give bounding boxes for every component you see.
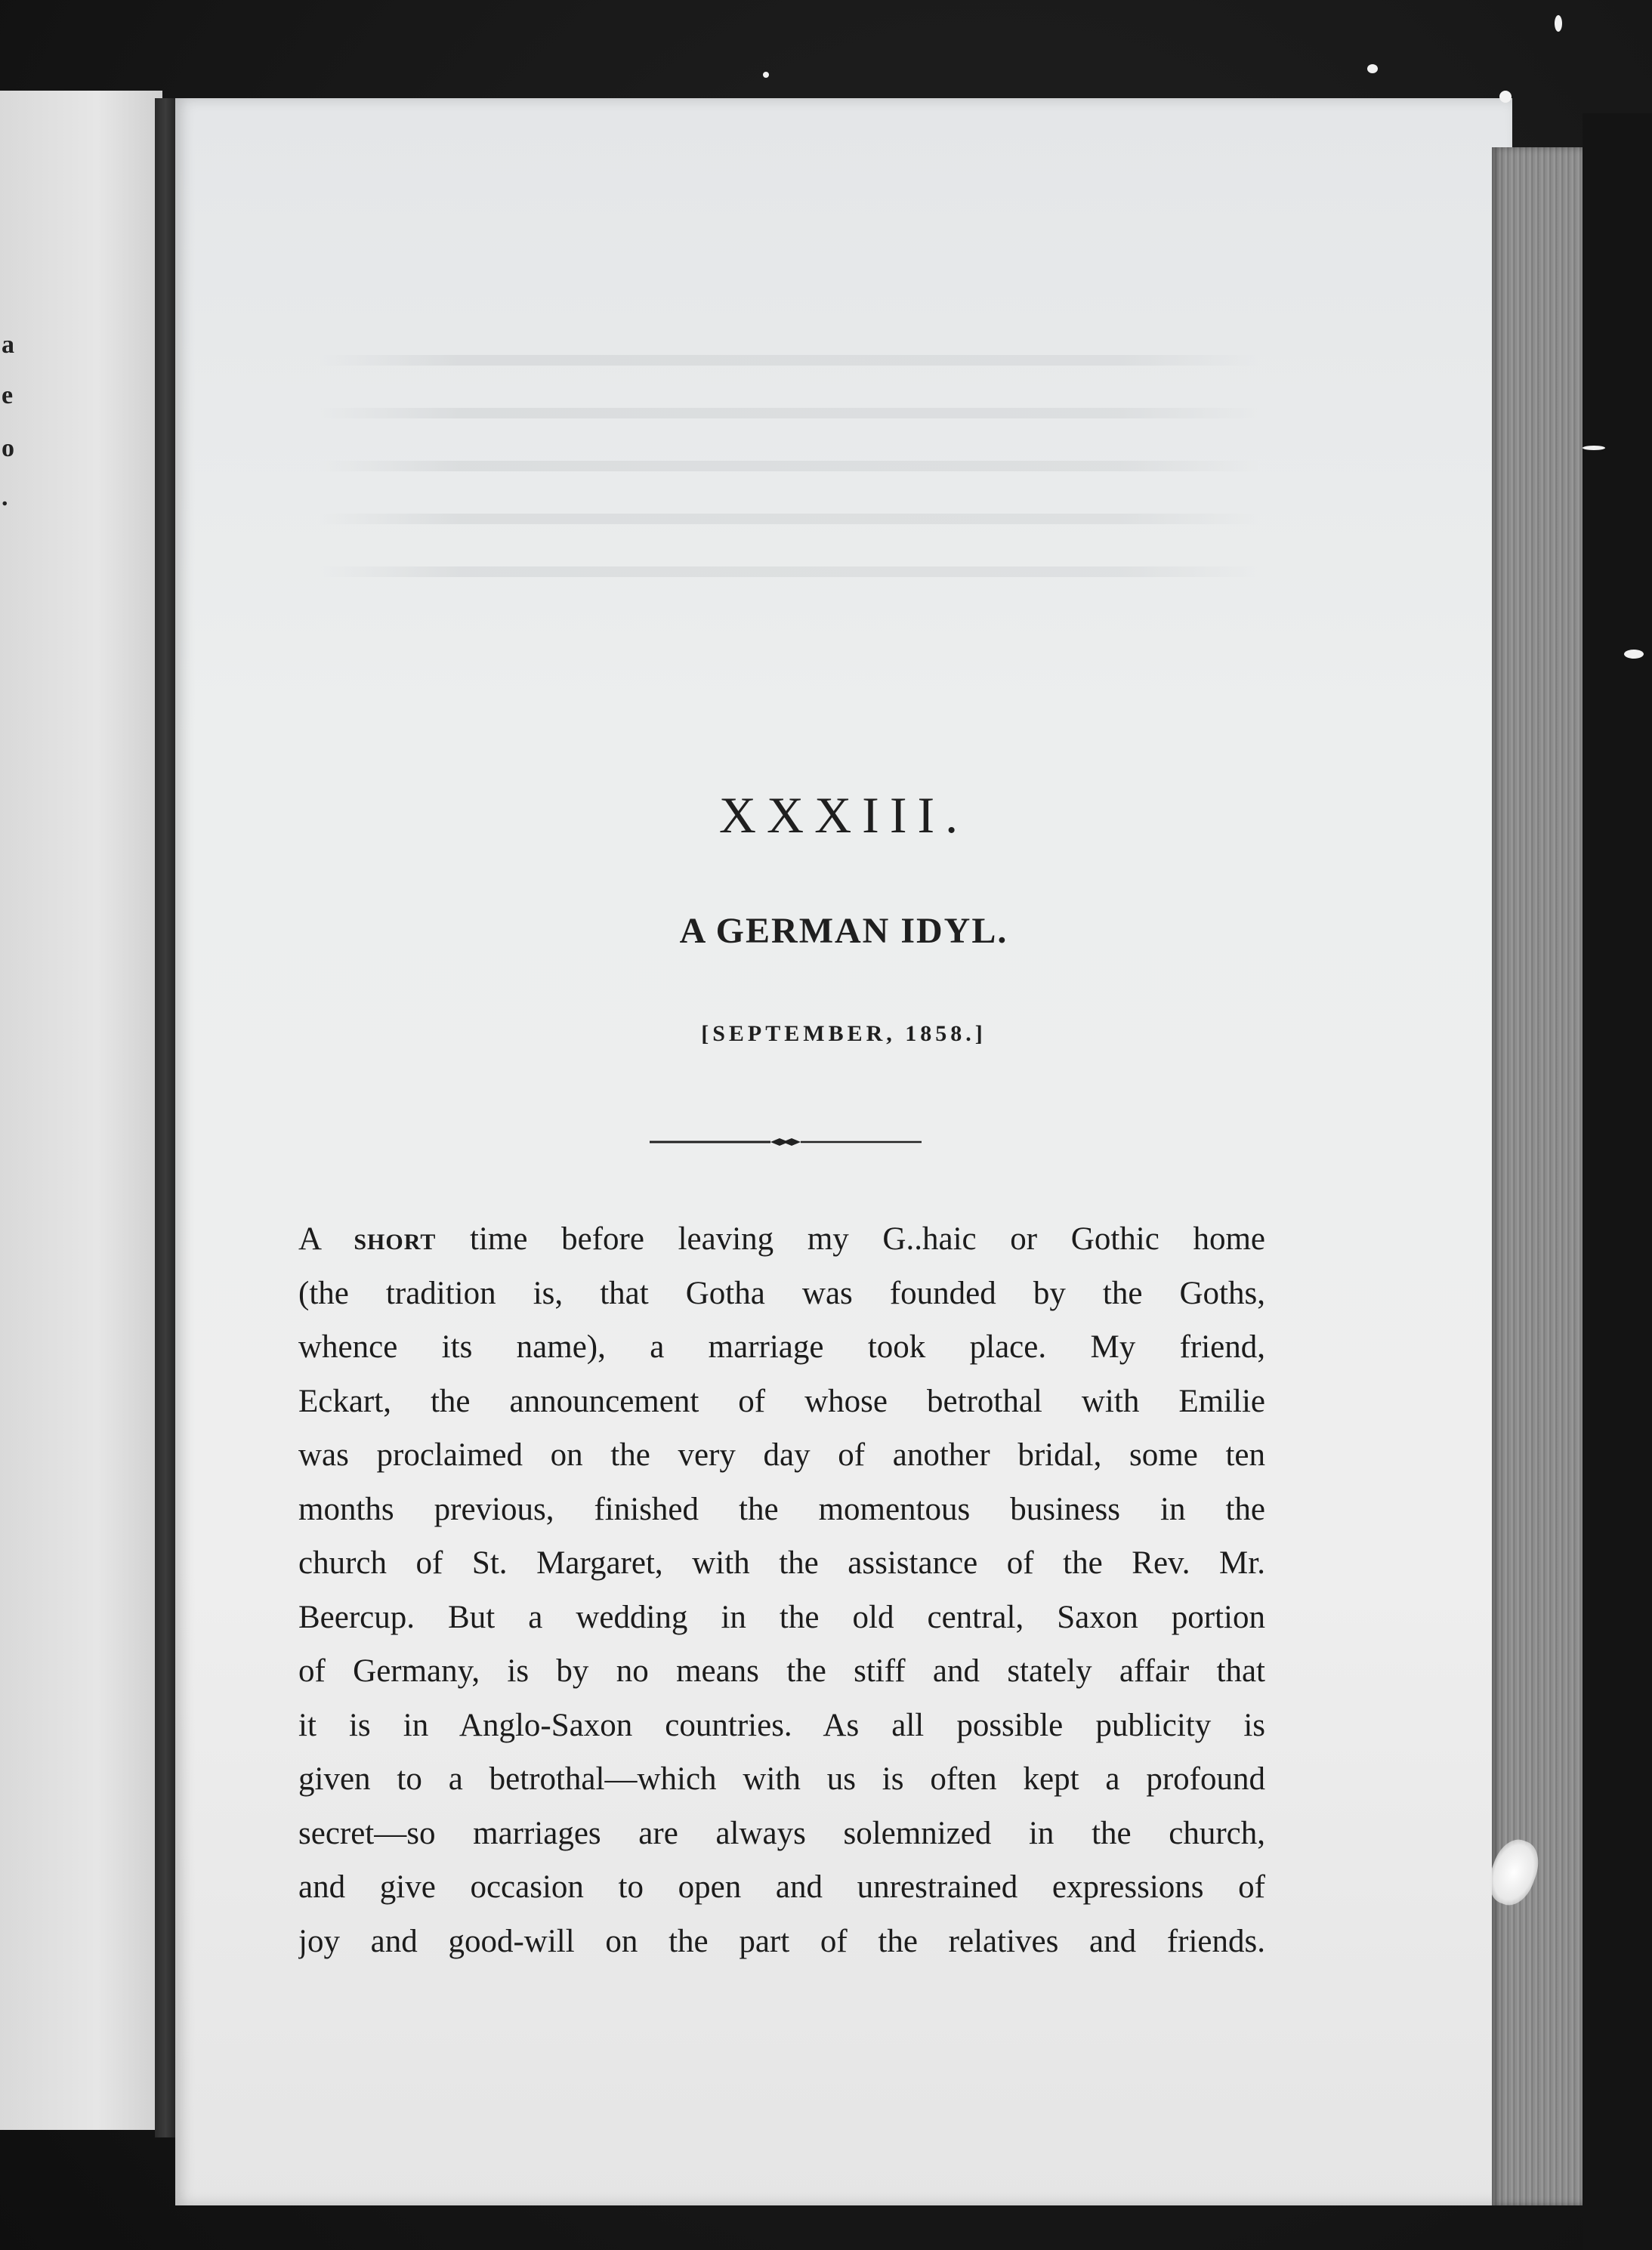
left-page-char: . [2, 483, 8, 511]
text-line: (the tradition is, that Gotha was founded by the Goths, [298, 1275, 1265, 1311]
text-line: and give occasion to open and unrestrained expressions of [298, 1869, 1265, 1905]
text-line [298, 1212, 1265, 1267]
dust-speck [1624, 650, 1644, 659]
bleed-through-line [317, 461, 1261, 471]
text-line: whence its name), a marriage took place. My friend, [298, 1329, 1265, 1365]
text-line: months previous, finished the momentous business in the [298, 1491, 1265, 1527]
bleed-through-line [317, 355, 1261, 366]
dust-speck [1499, 91, 1512, 103]
dust-speck [1555, 15, 1562, 32]
right-dark-margin [1583, 113, 1652, 2250]
bleed-through-line [317, 514, 1261, 524]
text-line: of Germany, is by no means the stiff and stately affair that [298, 1653, 1265, 1689]
bleed-through-line [317, 566, 1261, 577]
chapter-title: A GERMAN IDYL. [679, 911, 1008, 951]
ornamental-rule [650, 1133, 922, 1151]
text-line: Beercup. But a wedding in the old central, Saxon portion [298, 1599, 1265, 1635]
text-line: it is in Anglo-Saxon countries. As all possible publicity is [298, 1707, 1265, 1743]
chapter-number: XXXIII. [718, 786, 969, 844]
dust-speck [1583, 446, 1605, 450]
dust-speck [763, 72, 769, 78]
left-page-char: e [2, 381, 14, 409]
text-line: Eckart, the announcement of whose betrothal with Emilie [298, 1383, 1265, 1419]
text-line: joy and good-will on the part of the relatives and friends. [298, 1923, 1265, 1959]
body-paragraph [298, 1212, 1265, 1968]
chapter-date: [SEPTEMBER, 1858.] [701, 1021, 987, 1046]
dust-speck [1367, 64, 1378, 73]
text-line: was proclaimed on the very day of another bridal, some ten [298, 1437, 1265, 1473]
text-line: secret—so marriages are always solemnized in the church, [298, 1815, 1265, 1851]
left-facing-page [0, 91, 162, 2130]
drop-word: A [298, 1221, 320, 1257]
left-page-char: a [2, 331, 14, 359]
smallcaps-word: short [354, 1221, 437, 1257]
text-line: given to a betrothal—which with us is often kept a profound [298, 1761, 1265, 1797]
bleed-through-line [317, 408, 1261, 418]
line-text: time before leaving my G..haic or Gothic home [436, 1221, 1265, 1257]
left-page-char: o [2, 434, 14, 462]
text-line: church of St. Margaret, with the assistance of the Rev. Mr. [298, 1545, 1265, 1581]
